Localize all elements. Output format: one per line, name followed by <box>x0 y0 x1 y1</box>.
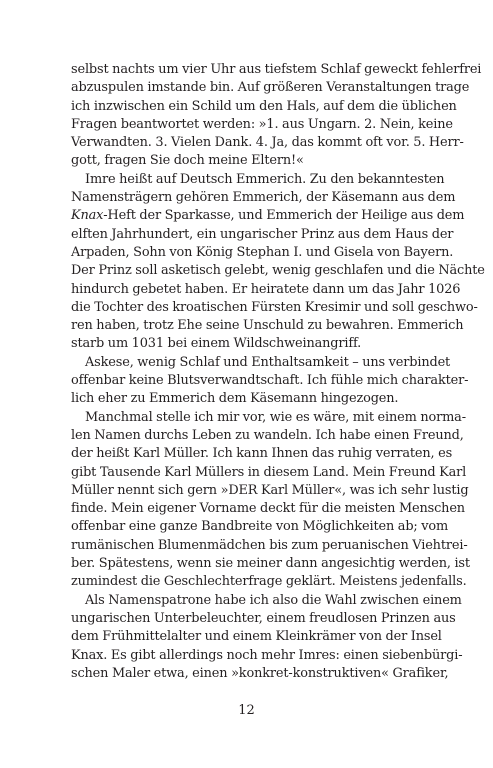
text-line: starb um 1031 bei einem Wildschweinangriff. <box>71 336 362 352</box>
text-line: Müller nennt sich gern »DER Karl Müller«, was ich sehr lustig <box>71 482 469 498</box>
text-line: len Namen durchs Leben zu wandeln. Ich habe einen Freund, <box>71 427 464 443</box>
text-line: ich inzwischen ein Schild um den Hals, auf dem die üblichen <box>71 98 457 114</box>
text-line: gott, fragen Sie doch meine Eltern!« <box>71 153 304 169</box>
text-line: Arpaden, Sohn von König Stephan I. und Gisela von Bayern. <box>71 244 454 260</box>
text-line: Als Namenspatrone habe ich also die Wahl zwischen einem <box>85 592 462 608</box>
text-line: hindurch gebetet haben. Er heiratete dann um das Jahr 1026 <box>71 281 461 297</box>
text-line: abzuspulen imstande bin. Auf größeren Veranstaltungen trage <box>71 80 470 96</box>
text-line: selbst nachts um vier Uhr aus tiefstem Schlaf geweckt fehlerfrei <box>71 62 482 77</box>
text-line: Knax-Heft der Sparkasse, und Emmerich der Heilige aus dem <box>71 208 465 224</box>
text-line: ren haben, trotz Ehe seine Unschuld zu bewahren. Emmerich <box>71 318 464 334</box>
text-line: Fragen beantwortet werden: »1. aus Ungarn. 2. Nein, keine <box>71 116 453 132</box>
text-line: zumindest die Geschlechterfrage geklärt. Meistens jedenfalls. <box>71 574 467 590</box>
text-line: Manchmal stelle ich mir vor, wie es wäre, mit einem norma- <box>85 409 466 425</box>
text-line: Der Prinz soll asketisch gelebt, wenig geschlafen und die Nächte <box>71 263 485 279</box>
text-line: der heißt Karl Müller. Ich kann Ihnen das ruhig verraten, es <box>71 446 453 462</box>
text-line: elften Jahrhundert, ein ungarischer Prinz aus dem Haus der <box>71 226 454 242</box>
text-line: Knax. Es gibt allerdings noch mehr Imres: einen siebenbürgi- <box>71 647 463 663</box>
text-line: ber. Spätestens, wenn sie meiner dann angesichtig werden, ist <box>71 556 470 572</box>
text-line: schen Maler etwa, einen »konkret-konstruktiven« Grafiker, <box>71 665 449 681</box>
italic-title: Knax <box>71 208 104 224</box>
text-line: finde. Mein eigener Vorname deckt für die meisten Menschen <box>71 501 465 517</box>
text-line: Verwandten. 3. Vielen Dank. 4. Ja, das kommt oft vor. 5. Herr- <box>71 135 464 151</box>
text-line: rumänischen Blumenmädchen bis zum peruanischen Viehtrei- <box>71 537 468 553</box>
text-line: dem Frühmittelalter und einem Kleinkrämer von der Insel <box>71 629 442 645</box>
text-line: Imre heißt auf Deutsch Emmerich. Zu den bekanntesten <box>85 171 445 187</box>
text-line: offenbar eine ganze Bandbreite von Möglichkeiten ab; vom <box>71 519 449 535</box>
body-text <box>71 61 485 683</box>
text-line: Askese, wenig Schlaf und Enthaltsamkeit – uns verbindet <box>85 354 451 370</box>
text-line: ungarischen Unterbeleuchter, einem freudlosen Prinzen aus <box>71 610 456 626</box>
text-line: die Tochter des kroatischen Fürsten Kresimir und soll geschwo- <box>71 299 478 315</box>
text-line: gibt Tausende Karl Müllers in diesem Land. Mein Freund Karl <box>71 464 467 480</box>
text-line: lich eher zu Emmerich dem Käsemann hingezogen. <box>71 391 399 407</box>
text-line: offenbar keine Blutsverwandtschaft. Ich fühle mich charakter- <box>71 373 469 389</box>
text-line: Namensträgern gehören Emmerich, der Käsemann aus dem <box>71 190 456 206</box>
page-number: 12 <box>238 703 255 718</box>
